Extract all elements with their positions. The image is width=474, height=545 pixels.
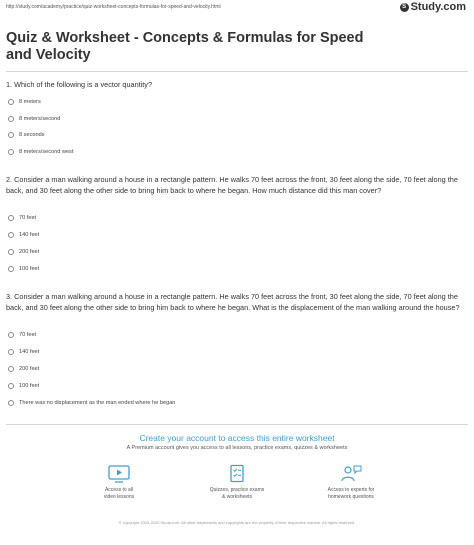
option-label: 8 meters/second west xyxy=(19,149,74,155)
radio-icon[interactable] xyxy=(8,99,14,105)
feature-label: video lessons xyxy=(103,493,135,500)
brand-logo[interactable] xyxy=(400,1,466,13)
feature-video-lessons xyxy=(74,464,164,500)
brand-name: Study.com xyxy=(410,1,466,13)
option-label: There was no displacement as the man ended where he began xyxy=(19,400,176,406)
option[interactable] xyxy=(8,383,39,389)
brand-mark-icon: S xyxy=(400,3,409,12)
expert-icon xyxy=(338,464,364,484)
feature-experts xyxy=(306,464,396,500)
copyright-footer: © copyright 2003-2020 Study.com. All other trademarks and copyrights are the property of their respective owners. All rights reserved. xyxy=(118,520,356,525)
feature-label: & worksheets xyxy=(221,493,252,500)
radio-icon[interactable] xyxy=(8,249,14,255)
option-label: 8 meters xyxy=(19,99,41,105)
radio-icon[interactable] xyxy=(8,266,14,272)
video-icon xyxy=(106,464,132,484)
feature-quizzes xyxy=(192,464,282,500)
feature-label: homework questions xyxy=(328,493,374,500)
option[interactable] xyxy=(8,400,175,406)
radio-icon[interactable] xyxy=(8,149,14,155)
option-label: 70 feet xyxy=(19,215,37,221)
radio-icon[interactable] xyxy=(8,383,14,389)
radio-icon[interactable] xyxy=(8,400,14,406)
option-label: 8 meters/second xyxy=(19,116,61,122)
quiz-icon xyxy=(224,464,250,484)
option[interactable] xyxy=(8,332,36,338)
radio-icon[interactable] xyxy=(8,215,14,221)
option-label: 100 feet xyxy=(19,266,40,272)
option-label: 140 feet xyxy=(19,232,40,238)
radio-icon[interactable] xyxy=(8,116,14,122)
option-label: 100 feet xyxy=(19,383,40,389)
feature-label: Access to experts for xyxy=(327,487,375,493)
create-account-link[interactable]: Create your account to access this entire worksheet xyxy=(139,433,335,443)
feature-label: Quizzes, practice exams xyxy=(209,487,265,493)
option[interactable] xyxy=(8,215,36,221)
option-label: 70 feet xyxy=(19,332,37,338)
cta-subtitle: A Premium account gives you access to all lessons, practice exams, quizzes & worksheets xyxy=(126,445,348,451)
feature-label: Access to all xyxy=(104,487,134,493)
option[interactable] xyxy=(8,116,60,122)
radio-icon[interactable] xyxy=(8,132,14,138)
option[interactable] xyxy=(8,99,41,105)
option[interactable] xyxy=(8,232,39,238)
option[interactable] xyxy=(8,266,39,272)
radio-icon[interactable] xyxy=(8,366,14,372)
option[interactable] xyxy=(8,249,39,255)
divider xyxy=(6,71,468,72)
option-label: 200 feet xyxy=(19,249,40,255)
option-label: 8 seconds xyxy=(19,132,45,138)
radio-icon[interactable] xyxy=(8,349,14,355)
page-url: http://study.com/academy/practice/quiz-worksheet-concepts-formulas-for-speed-and-velocity.html xyxy=(6,4,221,10)
question-3-text: 3. Consider a man walking around a house in a rectangle pattern. He walks 70 feet across the front, 30 feet along the side, 70 feet along the back, and 30 feet along the other side to bring him back to where he began. What is the displacement of the man walking around the house? xyxy=(6,292,460,312)
option[interactable] xyxy=(8,149,73,155)
question-2-text: 2. Consider a man walking around a house in a rectangle pattern. He walks 70 feet across the front, 30 feet along the side, 70 feet along the back, and 30 feet along the other side to bring him back to where he began. How much distance did this man cover? xyxy=(6,175,458,195)
option[interactable] xyxy=(8,132,45,138)
divider xyxy=(6,424,468,425)
option[interactable] xyxy=(8,366,39,372)
option-label: 140 feet xyxy=(19,349,40,355)
question-1-text: 1. Which of the following is a vector quantity? xyxy=(6,80,153,89)
option[interactable] xyxy=(8,349,39,355)
page-title: Quiz & Worksheet - Concepts & Formulas for Speed and Velocity xyxy=(6,30,364,63)
radio-icon[interactable] xyxy=(8,332,14,338)
option-label: 200 feet xyxy=(19,366,40,372)
radio-icon[interactable] xyxy=(8,232,14,238)
